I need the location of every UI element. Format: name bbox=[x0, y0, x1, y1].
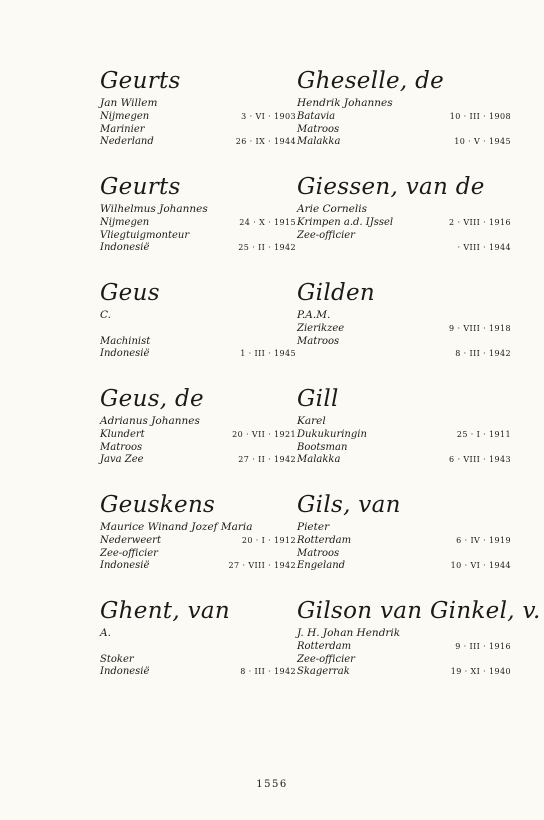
entry-surname: Gilden bbox=[297, 280, 376, 306]
place-label: Skagerrak bbox=[297, 666, 350, 677]
birth-date: 2 · VIII · 1916 bbox=[449, 218, 511, 227]
place-label: Malakka bbox=[297, 454, 341, 465]
entry-birthplace bbox=[100, 641, 312, 654]
entry-given-names: Arie Cornelis bbox=[297, 203, 367, 215]
entry-rank bbox=[297, 336, 519, 349]
entry-surname: Geuskens bbox=[100, 492, 216, 518]
place-label: Rotterdam bbox=[297, 641, 352, 652]
place-label: Dukukuringin bbox=[297, 429, 367, 440]
entry-deathplace bbox=[100, 136, 312, 149]
rank-label: Stoker bbox=[100, 653, 134, 665]
entry-deathplace bbox=[100, 242, 312, 255]
entry-rank bbox=[100, 336, 312, 349]
birth-date: 9 · III · 1916 bbox=[455, 642, 511, 651]
place-label: Krimpen a.d. IJssel bbox=[297, 217, 394, 228]
entry-deathplace bbox=[297, 454, 519, 467]
death-date: 1 · III · 1945 bbox=[240, 349, 296, 358]
entry-birthplace bbox=[100, 111, 312, 124]
entry-birthplace bbox=[297, 641, 519, 654]
entry-given-names: P.A.M. bbox=[297, 309, 331, 321]
birth-date: 6 · IV · 1919 bbox=[456, 536, 511, 545]
death-date: 10 · VI · 1944 bbox=[450, 561, 511, 570]
rank-label: Matroos bbox=[297, 335, 340, 347]
birth-date: 20 · I · 1912 bbox=[241, 536, 296, 545]
memorial-entry bbox=[297, 490, 519, 596]
rank-label: Machinist bbox=[100, 335, 151, 347]
entry-surname: Gill bbox=[297, 386, 339, 412]
memorial-entry bbox=[297, 596, 541, 702]
right-column bbox=[297, 66, 541, 702]
entry-given-names: Karel bbox=[297, 415, 326, 427]
entry-given-names: Pieter bbox=[297, 521, 330, 533]
entry-surname: Geus, de bbox=[100, 386, 204, 412]
entry-birthplace bbox=[297, 323, 519, 336]
entry-rank bbox=[297, 654, 519, 667]
entry-deathplace bbox=[100, 454, 312, 467]
entry-given-names: Wilhelmus Johannes bbox=[100, 203, 208, 215]
death-date: 19 · XI · 1940 bbox=[450, 667, 511, 676]
entry-given-names: Adrianus Johannes bbox=[100, 415, 200, 427]
entry-given-names: C. bbox=[100, 309, 111, 321]
death-date: 25 · II · 1942 bbox=[238, 243, 296, 252]
entry-birthplace bbox=[100, 535, 312, 548]
entry-surname: Gilson van Ginkel, v. bbox=[297, 598, 541, 624]
entry-rank bbox=[297, 548, 519, 561]
entry-given-names: Hendrik Johannes bbox=[297, 97, 393, 109]
entry-surname: Giessen, van de bbox=[297, 174, 485, 200]
entry-rank bbox=[297, 230, 519, 243]
rank-label: Zee-officier bbox=[297, 653, 355, 665]
death-date: 10 · V · 1945 bbox=[454, 137, 511, 146]
entry-birthplace bbox=[297, 111, 519, 124]
memorial-entry bbox=[100, 596, 312, 702]
rank-label: Bootsman bbox=[297, 441, 348, 453]
entry-surname: Gheselle, de bbox=[297, 68, 445, 94]
entry-deathplace bbox=[100, 560, 312, 573]
entry-birthplace bbox=[100, 217, 312, 230]
rank-label: Matroos bbox=[297, 123, 340, 135]
place-label: Zierikzee bbox=[297, 323, 345, 334]
entry-deathplace bbox=[100, 348, 312, 361]
rank-label: Marinier bbox=[100, 123, 145, 135]
place-label: Nederweert bbox=[100, 535, 161, 546]
death-date: 6 · VIII · 1943 bbox=[449, 455, 511, 464]
entry-given-names: Jan Willem bbox=[100, 97, 158, 109]
memorial-entry bbox=[297, 172, 519, 278]
rank-label: Zee-officier bbox=[100, 547, 158, 559]
birth-date: 10 · III · 1908 bbox=[449, 112, 511, 121]
entry-given-names: A. bbox=[100, 627, 111, 639]
death-date: · VIII · 1944 bbox=[457, 243, 511, 252]
memorial-entry bbox=[100, 278, 312, 384]
memorial-entry bbox=[297, 384, 519, 490]
memorial-entry bbox=[100, 66, 312, 172]
place-label: Nijmegen bbox=[100, 111, 150, 122]
rank-label: Matroos bbox=[100, 441, 143, 453]
memorial-entry bbox=[297, 66, 519, 172]
entry-rank bbox=[297, 442, 519, 455]
entry-deathplace bbox=[297, 136, 519, 149]
birth-date: 3 · VI · 1903 bbox=[241, 112, 296, 121]
entry-rank bbox=[297, 124, 519, 137]
entry-deathplace bbox=[297, 666, 519, 679]
entry-surname: Geurts bbox=[100, 174, 181, 200]
left-column bbox=[100, 66, 312, 702]
entry-deathplace bbox=[297, 560, 519, 573]
memorial-entry bbox=[100, 172, 312, 278]
place-label: Rotterdam bbox=[297, 535, 352, 546]
rank-label: Matroos bbox=[297, 547, 340, 559]
entry-surname: Geus bbox=[100, 280, 160, 306]
memorial-entry bbox=[297, 278, 519, 384]
entry-surname: Geurts bbox=[100, 68, 181, 94]
death-date: 8 · III · 1942 bbox=[455, 349, 511, 358]
entry-surname: Gils, van bbox=[297, 492, 401, 518]
entry-rank bbox=[100, 442, 312, 455]
entry-rank bbox=[100, 654, 312, 667]
memorial-entry bbox=[100, 384, 312, 490]
birth-date: 25 · I · 1911 bbox=[456, 430, 511, 439]
entry-birthplace bbox=[100, 323, 312, 336]
place-label: Malakka bbox=[297, 136, 341, 147]
entry-birthplace bbox=[297, 429, 519, 442]
place-label: Nederland bbox=[100, 136, 154, 147]
place-label: Indonesië bbox=[100, 666, 150, 677]
entry-deathplace bbox=[297, 348, 519, 361]
page-number: 1556 bbox=[256, 779, 288, 790]
entry-rank bbox=[100, 548, 312, 561]
place-label: Klundert bbox=[100, 429, 145, 440]
birth-date: 9 · VIII · 1918 bbox=[449, 324, 511, 333]
entry-birthplace bbox=[297, 535, 519, 548]
birth-date: 24 · X · 1915 bbox=[239, 218, 296, 227]
entry-given-names: J. H. Johan Hendrik bbox=[297, 627, 401, 639]
entry-birthplace bbox=[100, 429, 312, 442]
place-label: Nijmegen bbox=[100, 217, 150, 228]
entry-rank bbox=[100, 124, 312, 137]
entry-surname: Ghent, van bbox=[100, 598, 230, 624]
place-label: Indonesië bbox=[100, 242, 150, 253]
death-date: 27 · VIII · 1942 bbox=[228, 561, 296, 570]
death-date: 8 · III · 1942 bbox=[240, 667, 296, 676]
birth-date: 20 · VII · 1921 bbox=[232, 430, 296, 439]
memorial-entry bbox=[100, 490, 312, 596]
death-date: 27 · II · 1942 bbox=[238, 455, 296, 464]
entry-rank bbox=[100, 230, 312, 243]
death-date: 26 · IX · 1944 bbox=[235, 137, 296, 146]
place-label: Batavia bbox=[297, 111, 336, 122]
entry-deathplace bbox=[100, 666, 312, 679]
place-label: Engeland bbox=[297, 560, 346, 571]
entry-given-names: Maurice Winand Jozef Maria bbox=[100, 521, 253, 533]
place-label: Indonesië bbox=[100, 560, 150, 571]
rank-label: Vliegtuigmonteur bbox=[100, 229, 190, 241]
place-label: Indonesië bbox=[100, 348, 150, 359]
entry-birthplace bbox=[297, 217, 519, 230]
rank-label: Zee-officier bbox=[297, 229, 355, 241]
entry-deathplace bbox=[297, 242, 519, 255]
place-label: Java Zee bbox=[100, 454, 144, 465]
